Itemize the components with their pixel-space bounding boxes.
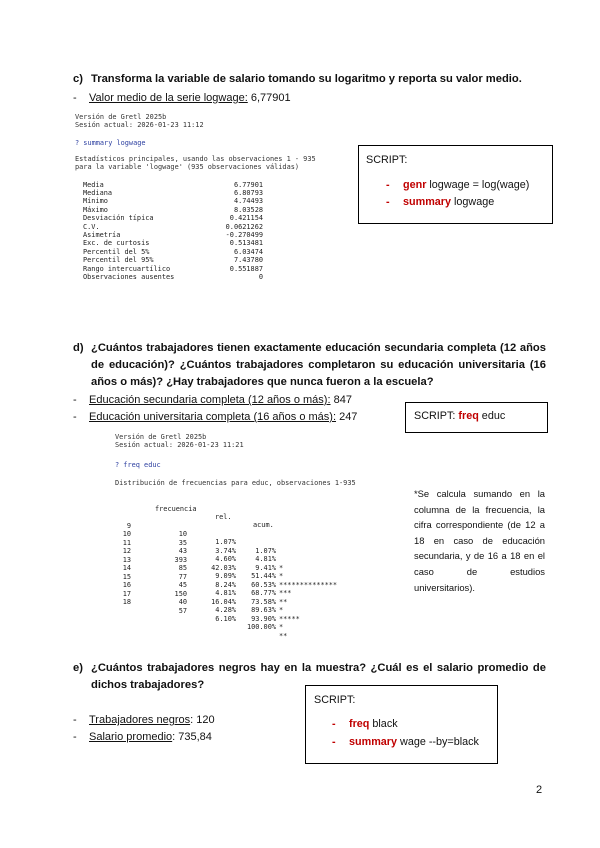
- answer-d-1-label: Educación secundaria completa (12 años o más):: [89, 394, 331, 406]
- freq-table: [115, 513, 375, 640]
- gretl-summary-subtitle: para la variable 'logwage' (935 observaciones válidas): [75, 163, 300, 172]
- answer-e-1-label: Trabajadores negros: [89, 714, 191, 726]
- note-d: *Se calcula sumando en la columna de la frecuencia, la cifra correspondiente (de 12 a 18 en caso de educación secundaria, y de 16 a 18 en el caso de estudios universitarios).: [414, 488, 545, 593]
- gretl-output-freq: [115, 433, 375, 640]
- answer-e-1-value: : 120: [190, 714, 215, 726]
- question-c-text: Transforma la variable de salario tomando su logaritmo y reporta su valor medio.: [91, 73, 522, 85]
- gretl-freq-title: Distribución de frecuencias para educ, observaciones 1-935: [115, 478, 356, 487]
- script-box-e: [305, 685, 498, 764]
- gretl-session: Sesión actual: 2026-01-23 11:12: [75, 121, 204, 130]
- stat-row: Observaciones ausentes 0: [83, 273, 263, 282]
- stat-row: Desviación típica 0.421154: [83, 214, 263, 223]
- gretl-command: ? freq educ: [115, 460, 161, 469]
- answer-e-2: - Salario promedio: 735,84: [73, 731, 212, 743]
- stat-row: Mediana 6.80793: [83, 189, 263, 198]
- script-box-c-title: SCRIPT:: [366, 154, 408, 166]
- question-e-text: ¿Cuántos trabajadores negros hay en la muestra? ¿Cuál es el salario promedio de dichos trabajadores?: [91, 662, 546, 691]
- script-line: - freq black: [332, 718, 398, 730]
- answer-d-1: - Educación secundaria completa (12 años o más): 847: [73, 394, 352, 406]
- freq-row: 17 40 4.28% 93.90% *: [122, 589, 284, 632]
- answer-e-1: - Trabajadores negros: 120: [73, 714, 215, 726]
- freq-row: 11 43 4.60% 9.41% *: [122, 538, 284, 581]
- script-box-c: [358, 145, 553, 224]
- gretl-summary-title: Estadísticos principales, usando las observaciones 1 - 935: [75, 154, 316, 163]
- script-line: - summary wage --by=black: [332, 736, 479, 748]
- script-box-e-title: SCRIPT:: [314, 694, 356, 706]
- answer-d-2-label: Educación universitaria completa (16 años o más):: [89, 411, 337, 423]
- freq-row: 9 10 1.07% 1.07%: [126, 521, 276, 555]
- stat-row: Exc. de curtosis 0.513481: [83, 239, 263, 248]
- script-keyword: genr: [403, 179, 427, 191]
- gretl-version: Versión de Gretl 2025b: [115, 433, 207, 441]
- stat-row: Media 6.77901: [83, 180, 263, 189]
- gretl-session: Sesión actual: 2026-01-23 11:21: [115, 441, 244, 450]
- stat-row: Mínimo 4.74493: [83, 197, 263, 206]
- answer-d-1-value: 847: [330, 394, 352, 406]
- script-box-d-title: SCRIPT:: [414, 410, 459, 422]
- answer-e-2-label: Salario promedio: [89, 731, 173, 743]
- script-keyword: summary: [349, 736, 398, 748]
- question-d-text: ¿Cuántos trabajadores tienen exactamente educación secundaria completa (12 años de educación)? ¿Cuántos trabajadores completaron su educación universitaria (16 años o más)? ¿Hay trabajadores que nunca fueron a la escuela?: [91, 342, 546, 388]
- question-d: [73, 340, 548, 392]
- stat-row: Asimetría -0.270499: [83, 231, 263, 240]
- script-keyword: summary: [403, 196, 452, 208]
- script-keyword: freq: [349, 718, 370, 730]
- script-box-d: [405, 402, 548, 433]
- gretl-stats-table: [75, 181, 263, 282]
- answer-c: - Valor medio de la serie logwage: 6,77901: [73, 92, 291, 104]
- answer-d-2: - Educación universitaria completa (16 años o más): 247: [73, 411, 358, 423]
- script-keyword: freq: [458, 410, 479, 422]
- question-c: [73, 71, 548, 88]
- stat-row: Máximo 8.03528: [83, 205, 263, 214]
- gretl-command: ? summary logwage: [75, 138, 146, 147]
- freq-row: 15 45 4.81% 73.58% *: [122, 572, 284, 615]
- stat-row: C.V. 0.0621262: [83, 222, 263, 231]
- freq-header-row: frecuencia rel. acum.: [155, 504, 274, 530]
- script-line: - genr logwage = log(wage): [386, 179, 530, 191]
- stat-row: Rango intercuartílico 0.551887: [83, 264, 263, 273]
- freq-row: 10 35 3.74% 4.81% *: [122, 530, 284, 572]
- gretl-version: Versión de Gretl 2025b: [75, 113, 167, 121]
- script-line: - summary logwage: [386, 196, 495, 208]
- freq-row: 14 77 8.24% 68.77% **: [122, 564, 288, 606]
- answer-c-value: 6,77901: [247, 92, 291, 104]
- freq-row: 16 150 16.04% 89.63% *****: [122, 581, 300, 623]
- gretl-output-summary: [75, 113, 350, 303]
- freq-row: 12 393 42.03% 51.44% **************: [122, 547, 338, 589]
- page-number: 2: [536, 784, 543, 796]
- freq-row: 18 57 6.10% 100.00% **: [122, 598, 288, 640]
- question-d-label: d): [73, 342, 84, 354]
- answer-e-2-value: : 735,84: [172, 731, 212, 743]
- script-box-d-line: SCRIPT: freq educ: [414, 410, 506, 422]
- answer-d-2-value: 247: [336, 411, 358, 423]
- question-c-label: c): [73, 73, 83, 85]
- question-e-label: e): [73, 662, 83, 674]
- freq-row: 13 85 9.09% 60.53% ***: [122, 555, 292, 598]
- answer-c-label: Valor medio de la serie logwage:: [89, 92, 248, 104]
- stat-row: Percentil del 95% 7.43780: [83, 256, 263, 265]
- stat-row: Percentil del 5% 6.03474: [83, 247, 263, 256]
